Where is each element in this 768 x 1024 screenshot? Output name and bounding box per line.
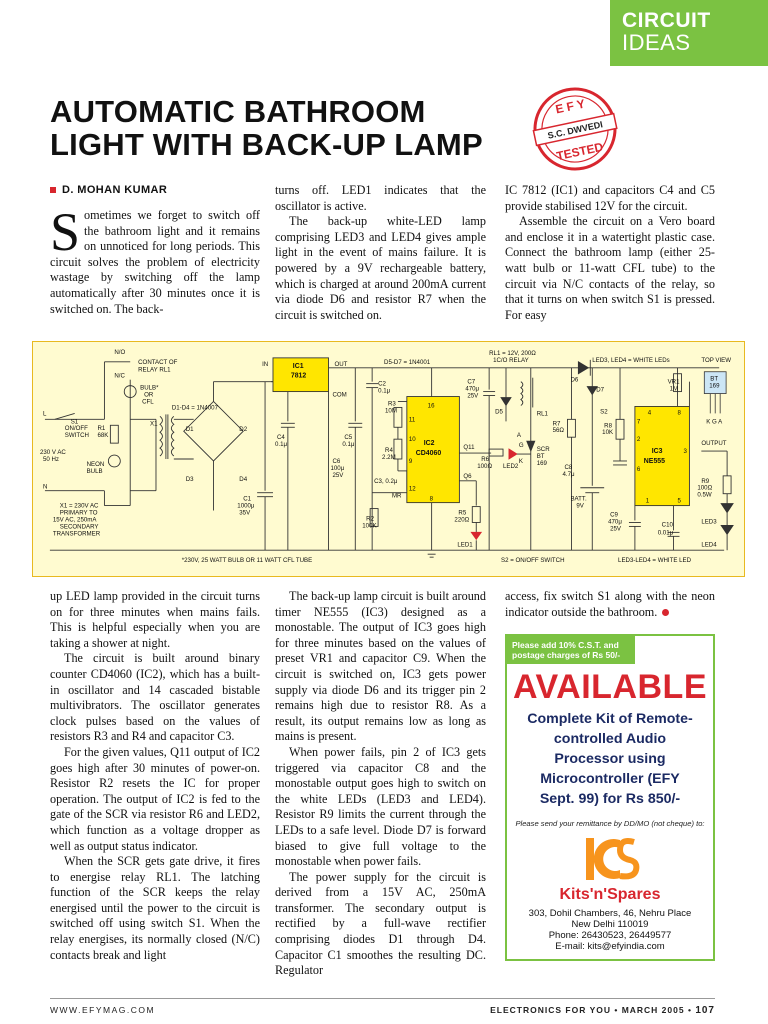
byline (50, 184, 167, 196)
label-c1v2: 35V (239, 509, 251, 517)
label-r6: R6 (481, 455, 490, 463)
label-c9v1: 470μ (608, 518, 622, 526)
label-bt: BT (536, 453, 545, 461)
label-c5: C5 (344, 434, 353, 442)
ad-available: AVAILABLE (512, 668, 707, 706)
label-nc: N/C (114, 372, 125, 380)
label-d2: D2 (239, 426, 248, 434)
label-output: OUTPUT (701, 440, 727, 448)
label-s2note: S2 = ON/OFF SWITCH (501, 557, 565, 565)
column-2-bottom (275, 589, 486, 979)
label-relay: RELAY RL1 (138, 366, 171, 374)
label-battv: 9V (576, 502, 584, 510)
label-r3v: 10M (385, 407, 397, 415)
label-c6v1: 100μ (330, 464, 345, 472)
label-r2: R2 (366, 515, 375, 523)
paragraph: When power fails, pin 2 of IC3 gets triggered via capacitor C8 and the monostable output goes high to switch on the white LEDs (LED3 and LED4). Resistor R9 limits the current through the LEDs to a safe level. Diode D7 is forward biased to give full voltage to the monostable when power fails. (275, 744, 486, 869)
label-bulb: BULB* (140, 384, 159, 392)
label-com: COM (332, 391, 347, 399)
label-btv: 169 (536, 459, 547, 467)
label-q11: Q11 (463, 444, 475, 452)
label-x1note4: SECONDARY (59, 523, 99, 531)
column-1-bottom (50, 589, 260, 963)
paragraph: Assemble the circuit on a Vero board and enclose it in a watertight plastic case. Connect the bathroom lamp (either 25-watt bulb or 11-watt CFL tube) to the circuit via N/C contacts of the relay, so that it turns on when switch S1 is pressed. For easy (505, 214, 715, 322)
byline-author: D. MOHAN KUMAR (62, 184, 168, 196)
label-r3: R3 (388, 400, 396, 408)
ad-address-line: 303, Dohil Chambers, 46, Nehru Place (528, 908, 692, 919)
label-c3: C3, 0.2μ (374, 477, 398, 485)
label-bt169-1: BT (710, 375, 719, 383)
column-3-top (505, 183, 715, 323)
label-neon2: BULB (86, 467, 103, 475)
ad-kit-line: Processor using (554, 751, 666, 767)
label-p16: 16 (427, 402, 435, 410)
efy-tested-stamp (530, 84, 620, 174)
label-s2: S2 (600, 408, 608, 416)
paragraph (505, 589, 715, 620)
label-vr1v: 1M (669, 385, 679, 393)
label-c5v: 0.1μ (342, 441, 355, 449)
label-r9v2: 0.5W (697, 491, 712, 499)
label-d3: D3 (185, 475, 194, 483)
label-c6v2: 25V (332, 471, 344, 479)
label-k: K (518, 457, 523, 465)
label-p11: 11 (408, 416, 416, 424)
label-r8v: 10K (602, 429, 614, 437)
end-mark-icon (662, 609, 669, 616)
ad-kit-description (507, 707, 713, 811)
label-ic2: IC2 (423, 440, 435, 448)
paragraph: up LED lamp provided in the circuit turns on for three minutes when mains fails. This is helpful especially when you are taking a shower at night. (50, 589, 260, 650)
paragraph: The circuit is built around binary counter CD4060 (IC2), which has a built-in oscillator and 14 cascaded bistable multivibrators. The oscillator generates clock pulses based on the values of resistors R3 and R4 and capacitor C3. (50, 651, 260, 744)
label-r4: R4 (385, 447, 393, 455)
label-c7v1: 470μ (465, 385, 480, 393)
label-rl1-1: RL1 = 12V, 200Ω (489, 349, 536, 357)
label-bt169-2: 169 (709, 382, 720, 390)
label-led2: LED2 (503, 462, 519, 470)
page-footer (50, 1005, 715, 1015)
label-rl1-2: 1C/O RELAY (493, 356, 529, 364)
label-p8: 8 (429, 495, 434, 503)
section-tab-line2: IDEAS (622, 30, 691, 55)
label-d5: D5 (495, 408, 503, 416)
paragraph: For the given values, Q11 output of IC2 goes high after 30 minutes of power-on. Resistor R2 resets the IC for proper operation. The output of IC2 is fed to the gate of the SCR via resistor R6 and LED2, which function as a voltage dropper as well as output status indicator. (50, 744, 260, 853)
ad-kit-line: Microcontroller (EFY (540, 771, 680, 787)
label-ic1v: 7812 (290, 372, 307, 380)
paragraph: When the SCR gets gate drive, it fires to energise relay RL1. The latching function of the SCR keeps the relay energised until the power to the circuit is switched off using switch S1. When the relay energises, its normally closed (N/C) contacts break and light (50, 854, 260, 962)
label-c1: C1 (243, 495, 252, 503)
label-footnote: *230V, 25 WATT BULB OR 11 WATT CFL TUBE (181, 557, 313, 565)
label-onoff: ON/OFF (64, 425, 88, 433)
label-c1v1: 1000μ (237, 502, 255, 510)
paragraph-text: access, fix switch S1 along with the neon indicator outside the bathroom. (505, 589, 715, 619)
paragraph: The power supply for the circuit is derived from a 15V AC, 250mA transformer. The secondary output is rectified by a full-wave rectifier comprising diodes D1 through D4. Capacitor C1 smoothes the resulting DC. Regulator (275, 869, 486, 978)
label-x1: X1 (150, 420, 158, 428)
label-r7v: 56Ω (552, 427, 565, 435)
label-c2v: 0.1μ (378, 387, 391, 395)
label-led3: LED3 (701, 518, 717, 526)
label-led1: LED1 (457, 541, 473, 549)
label-ac2: 50 Hz (42, 455, 59, 463)
label-kga: K G A (706, 418, 723, 426)
label-switch: SWITCH (64, 432, 89, 440)
column-2-top (275, 183, 486, 323)
label-a: A (516, 432, 521, 440)
label-ic3-p2: 2 (636, 436, 641, 444)
label-ic3-p4: 4 (647, 409, 652, 417)
ad-kit-line: controlled Audio (553, 731, 667, 747)
circuit-diagram (32, 341, 745, 577)
label-ic3-p8: 8 (677, 409, 681, 417)
label-p10: 10 (408, 436, 416, 444)
label-r5: R5 (458, 509, 467, 517)
label-q6: Q6 (463, 472, 472, 480)
label-d1d4: D1-D4 = 1N4007 (171, 404, 218, 412)
label-ic3v: NE555 (643, 457, 666, 465)
label-r1: R1 (97, 425, 106, 433)
label-r9v1: 100Ω (697, 484, 713, 492)
kit-advertisement (505, 634, 715, 961)
label-topview: TOP VIEW (701, 356, 732, 364)
column-3-bottom (505, 589, 715, 620)
label-c2: C2 (378, 380, 386, 388)
label-x1note1: X1 = 230V AC (59, 502, 99, 510)
label-d1: D1 (185, 426, 194, 434)
label-x1note5: TRANSFORMER (52, 530, 101, 538)
ad-kit-line: Complete Kit of Remote- (527, 711, 693, 727)
label-n: N (42, 483, 48, 491)
ad-note: Please add 10% C.S.T. and postage charges of Rs 50/- (507, 636, 635, 664)
label-neon1: NEON (86, 460, 105, 468)
label-d6: D6 (570, 376, 579, 384)
ic3-chip (635, 406, 690, 505)
label-led34: LED3, LED4 = WHITE LEDs (592, 356, 670, 364)
article-title-line2: LIGHT WITH BACK-UP LAMP (50, 127, 483, 162)
label-c7: C7 (467, 378, 476, 386)
drop-cap: S (50, 202, 81, 262)
label-ic3: IC3 (651, 448, 663, 456)
footer-issue-text: ELECTRONICS FOR YOU • MARCH 2005 • (490, 1005, 692, 1015)
byline-bullet-icon (50, 187, 56, 193)
label-r6v: 100Ω (477, 462, 493, 470)
label-s1: S1 (70, 418, 79, 426)
label-p9: 9 (408, 457, 413, 465)
circuit-schematic (33, 342, 744, 576)
label-ic3-p6: 6 (636, 465, 641, 473)
label-d7: D7 (596, 386, 605, 394)
label-g: G (518, 442, 524, 450)
label-rl1: RL1 (536, 410, 548, 418)
label-c6: C6 (332, 457, 341, 465)
label-r4v: 2.2M (382, 454, 396, 461)
label-in: IN (262, 360, 269, 368)
label-r5v: 220Ω (454, 516, 470, 524)
label-ledwhite: LED3-LED4 = WHITE LED (618, 557, 692, 565)
section-tab-line1: CIRCUIT (622, 9, 711, 32)
label-ic3-p5: 5 (677, 497, 681, 505)
label-c9v2: 25V (610, 525, 622, 533)
ad-address (507, 908, 713, 952)
label-batt: BATT. (570, 495, 587, 503)
stamp-top: E F Y (554, 96, 587, 117)
label-c7v2: 25V (467, 392, 479, 400)
label-out: OUT (334, 360, 348, 368)
label-contact: CONTACT OF (138, 358, 178, 366)
label-c10v: 0.01μ (657, 529, 674, 537)
label-mr: MR (391, 492, 402, 500)
article-title (50, 95, 530, 161)
label-r2v: 100K (362, 522, 377, 530)
label-ac1: 230 V AC (39, 449, 66, 457)
label-c8: C8 (564, 463, 573, 471)
label-ic3-p7: 7 (636, 418, 641, 426)
label-l: L (42, 410, 47, 418)
label-ic3-p3: 3 (683, 448, 687, 456)
column-1-top (50, 202, 260, 317)
ad-brand: Kits'n'Spares (559, 886, 661, 903)
label-led4: LED4 (701, 541, 717, 549)
label-x1note3: 15V AC, 250mA (52, 516, 97, 524)
label-c9: C9 (610, 511, 618, 519)
label-ic2v: CD4060 (415, 450, 442, 458)
label-d5d7: D5-D7 = 1N4001 (384, 358, 431, 366)
label-cfl: CFL (142, 398, 154, 406)
label-ic3-p1: 1 (645, 497, 650, 505)
section-tab (610, 0, 768, 66)
label-p12: 12 (408, 485, 416, 493)
label-scr: SCR (536, 446, 550, 454)
stamp-name: S.C. DWVEDI (546, 119, 604, 141)
ad-remittance-note: Please send your remittance by DD/MO (not cheque) to: (515, 819, 705, 828)
page-number: 107 (695, 1005, 715, 1016)
ad-address-line: New Delhi 110019 (571, 919, 649, 930)
paragraph: turns off. LED1 indicates that the oscillator is active. (275, 183, 486, 213)
label-c8v: 4.7μ (562, 470, 575, 478)
ad-address-line: E-mail: kits@efyindia.com (555, 941, 665, 952)
label-r9: R9 (701, 477, 710, 485)
article-title-line1: AUTOMATIC BATHROOM (50, 94, 426, 129)
paragraph (50, 202, 260, 317)
label-c4: C4 (276, 434, 285, 442)
label-ic1: IC1 (292, 362, 304, 370)
paragraph-text: ometimes we forget to switch off the bathroom light and it remains on unnoticed for long periods. This circuit solves the problem of electricity wastage by switching off the lamp automatically after 30 minutes once it is switched on. The back- (50, 208, 260, 316)
paragraph: The back-up lamp circuit is built around timer NE555 (IC3) designed as a monostable. The output of IC3 goes high for three minutes based on the values of preset VR1 and capacitor C9. When the circuit is switched on, IC3 gets power supply via diode D6 and its trigger pin 2 remains high due to resistor R8. As a result, its output remains low as long as mains is present. (275, 589, 486, 744)
footer-issue (490, 1005, 715, 1016)
paragraph: IC 7812 (IC1) and capacitors C4 and C5 provide stabilised 12V for the circuit. (505, 183, 715, 213)
label-vr1: VR1 (667, 378, 680, 386)
stamp-bottom: TESTED (555, 139, 605, 164)
footer-rule (50, 998, 715, 999)
paragraph: The back-up white-LED lamp comprising LED3 and LED4 gives ample light in the event of mains failure. It is powered by a 9V rechargeable battery, which is charged at around 200mA current via diode D6 and resistor R7 when the circuit is switched on. (275, 214, 486, 322)
label-d4: D4 (239, 475, 248, 483)
label-x1note2: PRIMARY TO (59, 509, 98, 517)
label-r8: R8 (604, 422, 613, 430)
kits-n-spares-logo-icon (580, 834, 640, 884)
label-c10: C10 (661, 521, 673, 529)
ad-kit-line: Sept. 99) for Rs 850/- (539, 791, 681, 807)
ad-address-line: Phone: 26430523, 26449577 (548, 930, 672, 941)
label-or: OR (144, 391, 154, 399)
label-c4v: 0.1μ (274, 441, 288, 449)
label-no: N/O (114, 348, 126, 356)
label-r1v: 68K (97, 432, 109, 440)
footer-website: WWW.EFYMAG.COM (50, 1005, 156, 1015)
label-r7: R7 (552, 420, 561, 428)
